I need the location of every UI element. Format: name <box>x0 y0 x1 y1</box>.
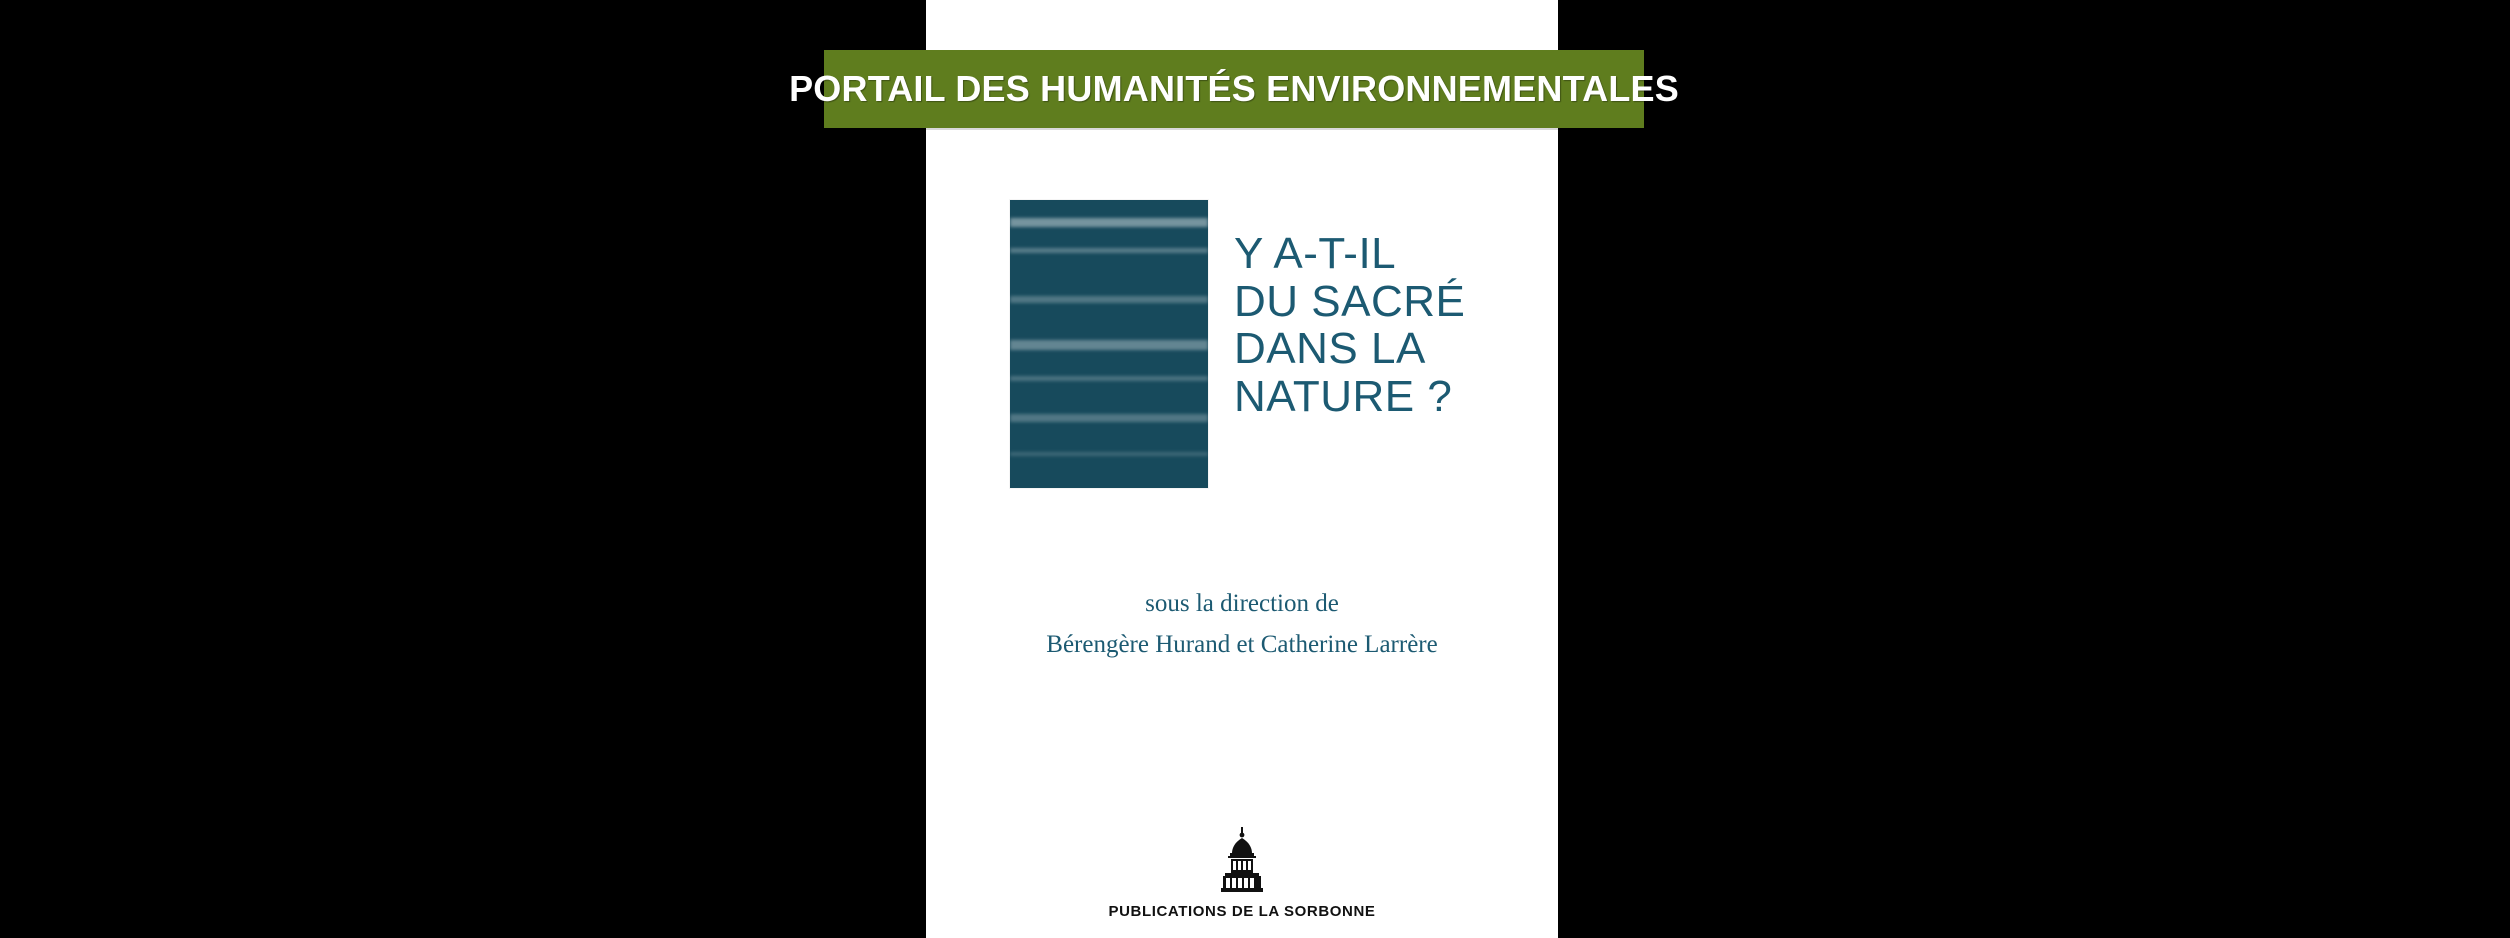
publisher-name: PUBLICATIONS DE LA SORBONNE <box>1108 903 1376 920</box>
site-banner[interactable] <box>789 50 1679 128</box>
cover-title-line-3: DANS LA <box>1234 324 1426 374</box>
book-cover-page <box>926 0 1558 938</box>
cover-credits <box>926 588 1558 661</box>
cover-title-line-1: Y A-T-IL <box>1234 229 1397 278</box>
credits-prefix: sous la direction de <box>1145 590 1339 617</box>
credits-editors: Bérengère Hurand et Catherine Larrère <box>1046 630 1438 658</box>
publisher-block <box>926 825 1558 920</box>
watercolor-sky-and-sea-image <box>1010 200 1208 488</box>
site-banner-label: PORTAIL DES HUMANITÉS ENVIRONNEMENTALES <box>789 68 1679 109</box>
cover-title <box>1234 230 1554 420</box>
cover-title-line-2: DU SACRÉ <box>1234 276 1466 326</box>
cover-header-block <box>926 192 1558 492</box>
sorbonne-dome-logo-icon <box>1215 825 1269 897</box>
cover-title-line-4: NATURE ? <box>1234 371 1453 421</box>
